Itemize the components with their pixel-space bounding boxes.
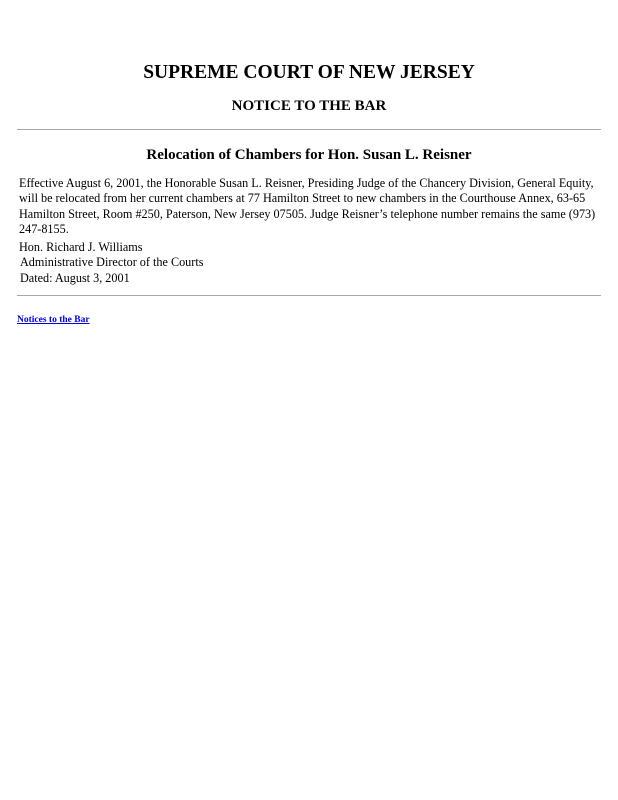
notice-body: Effective August 6, 2001, the Honorable Susan L. Reisner, Presiding Judge of the Chancery Division, General Equity, will be relocated from her current chambers at 77 Hamilton Street to new chambers in the Courthouse Annex, 63-65 Hamilton Street, Room #250, Paterson, New Jersey 07505. Judge Reisner’s telephone number remains the same (973) 247-8155. — [19, 176, 596, 236]
signatory-name: Hon. Richard J. Williams — [19, 240, 143, 254]
bottom-divider — [17, 295, 601, 296]
page-subtitle: NOTICE TO THE BAR — [231, 98, 387, 114]
top-divider — [17, 129, 601, 130]
signature-date: Dated: August 3, 2001 — [20, 270, 130, 285]
notice-heading: Relocation of Chambers for Hon. Susan L. Reisner — [146, 147, 472, 163]
signature-block — [19, 240, 419, 286]
page-title: SUPREME COURT OF NEW JERSEY — [143, 62, 475, 83]
notices-to-the-bar-link[interactable]: Notices to the Bar — [17, 315, 90, 325]
signatory-position: Administrative Director of the Courts — [20, 255, 204, 270]
